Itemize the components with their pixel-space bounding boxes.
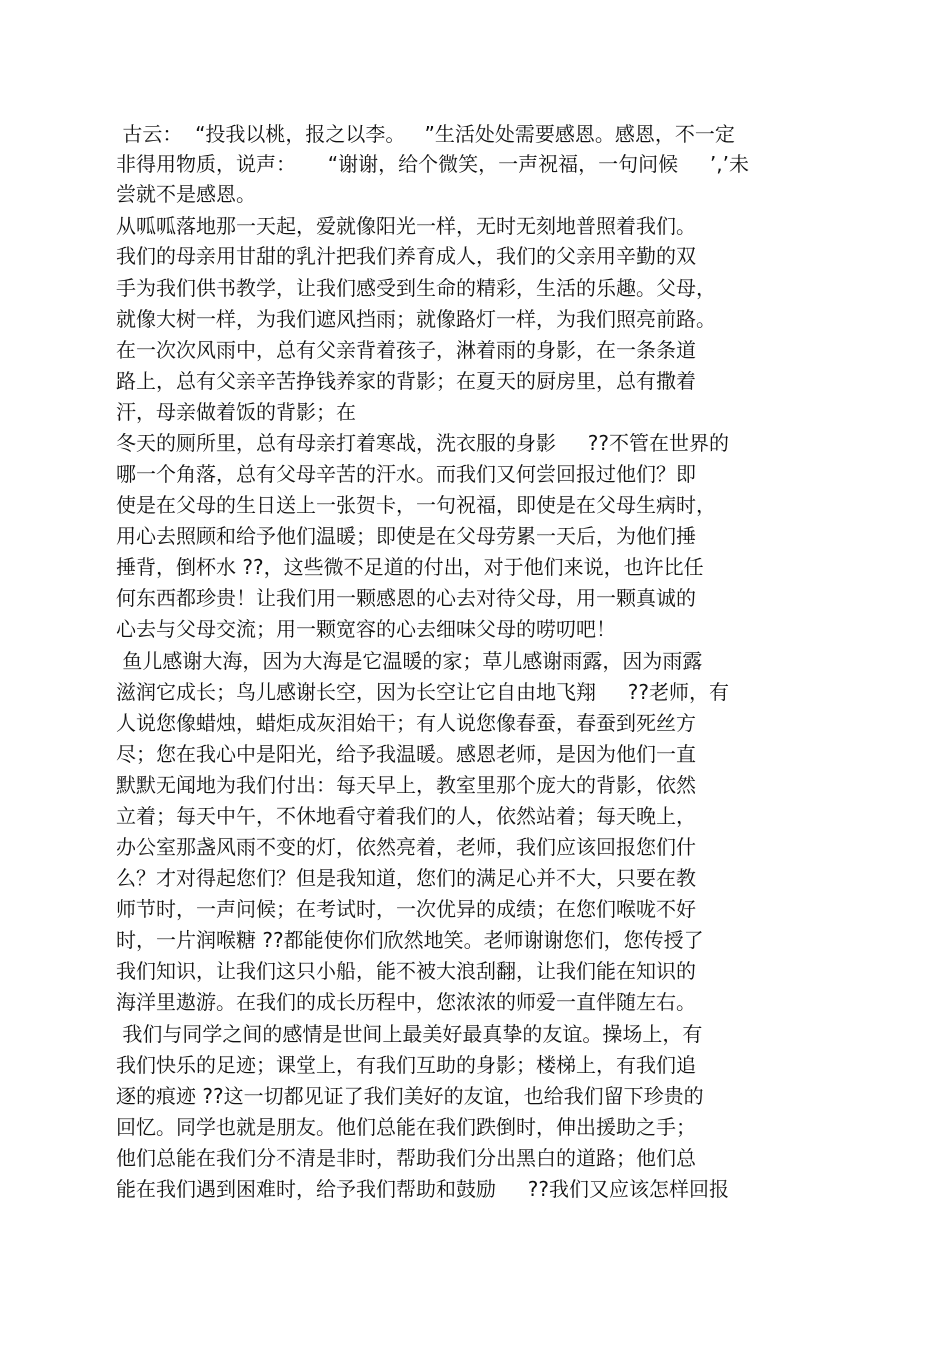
text-line: 古云： “投我以桃，报之以李。 ”生活处处需要感恩。感恩，不一定 bbox=[116, 122, 735, 146]
text-line: 从呱呱落地那一天起，爱就像阳光一样，无时无刻地普照着我们。 bbox=[116, 214, 696, 238]
text-line: 我们与同学之间的感情是世间上最美好最真挚的友谊。操场上，有 bbox=[116, 1022, 703, 1046]
text-line: 人说您像蜡烛，蜡炬成灰泪始干；有人说您像春蚕，春蚕到死丝方 bbox=[116, 711, 696, 735]
text-line: 汗，母亲做着饭的背影；在 bbox=[116, 400, 356, 424]
text-line: 在一次次风雨中，总有父亲背着孩子，淋着雨的身影，在一条条道 bbox=[116, 338, 696, 362]
text-line: 鱼儿感谢大海，因为大海是它温暖的家；草儿感谢雨露，因为雨露 bbox=[116, 649, 703, 673]
text-line: 哪一个角落，总有父母辛苦的汗水。而我们又何尝回报过他们？即 bbox=[116, 462, 696, 486]
text-line: 默默无闻地为我们付出：每天早上，教室里那个庞大的背影，依然 bbox=[116, 773, 696, 797]
text-line: 逐的痕迹 ??这一切都见证了我们美好的友谊，也给我们留下珍贵的 bbox=[116, 1084, 704, 1108]
text-line: 他们总能在我们分不清是非时，帮助我们分出黑白的道路；他们总 bbox=[116, 1146, 696, 1170]
text-line: 我们快乐的足迹；课堂上，有我们互助的身影；楼梯上，有我们追 bbox=[116, 1053, 696, 1077]
text-line: 海洋里遨游。在我们的成长历程中，您浓浓的师爱一直伴随左右。 bbox=[116, 990, 696, 1014]
text-line: 路上，总有父亲辛苦挣钱养家的背影；在夏天的厨房里，总有撒着 bbox=[116, 369, 696, 393]
text-line: 我们知识，让我们这只小船，能不被大浪刮翻，让我们能在知识的 bbox=[116, 959, 696, 983]
text-line: 用心去照顾和给予他们温暖；即使是在父母劳累一天后，为他们捶 bbox=[116, 524, 696, 548]
text-line: 尽；您在我心中是阳光，给予我温暖。感恩老师，是因为他们一直 bbox=[116, 742, 696, 766]
text-line: 回忆。同学也就是朋友。他们总能在我们跌倒时，伸出援助之手； bbox=[116, 1115, 696, 1139]
text-line: 捶背，倒杯水 ??，这些微不足道的付出，对于他们来说，也许比任 bbox=[116, 555, 704, 579]
text-line: 手为我们供书教学，让我们感受到生命的精彩，生活的乐趣。父母， bbox=[116, 276, 716, 300]
text-line: 使是在父母的生日送上一张贺卡，一句祝福，即使是在父母生病时， bbox=[116, 493, 716, 517]
text-line: 师节时，一声问候；在考试时，一次优异的成绩；在您们喉咙不好 bbox=[116, 897, 696, 921]
text-line: 就像大树一样，为我们遮风挡雨；就像路灯一样，为我们照亮前路。 bbox=[116, 307, 716, 331]
text-line: 能在我们遇到困难时，给予我们帮助和鼓励 ??我们又应该怎样回报 bbox=[116, 1177, 730, 1201]
text-line: 办公室那盏风雨不变的灯，依然亮着，老师，我们应该回报您们什 bbox=[116, 835, 696, 859]
text-line: 心去与父母交流；用一颗宽容的心去细味父母的唠叨吧！ bbox=[116, 617, 616, 641]
text-line: 尝就不是感恩。 bbox=[116, 182, 256, 206]
text-line: 立着；每天中午，不休地看守着我们的人，依然站着；每天晚上， bbox=[116, 804, 696, 828]
text-line: 我们的母亲用甘甜的乳汁把我们养育成人，我们的父亲用辛勤的双 bbox=[116, 244, 696, 268]
text-line: 么？才对得起您们？但是我知道，您们的满足心并不大，只要在教 bbox=[116, 866, 696, 890]
text-line: 时，一片润喉糖 ??都能使你们欣然地笑。老师谢谢您们，您传授了 bbox=[116, 928, 704, 952]
text-line: 滋润它成长；鸟儿感谢长空，因为长空让它自由地飞翔 ??老师，有 bbox=[116, 680, 730, 704]
text-line: 何东西都珍贵！让我们用一颗感恩的心去对待父母，用一颗真诚的 bbox=[116, 586, 696, 610]
text-line: 冬天的厕所里，总有母亲打着寒战，洗衣服的身影 ??不管在世界的 bbox=[116, 431, 730, 455]
text-line: 非得用物质，说声： “谢谢，给个微笑，一声祝福，一句问候 ’,’未 bbox=[116, 152, 750, 176]
